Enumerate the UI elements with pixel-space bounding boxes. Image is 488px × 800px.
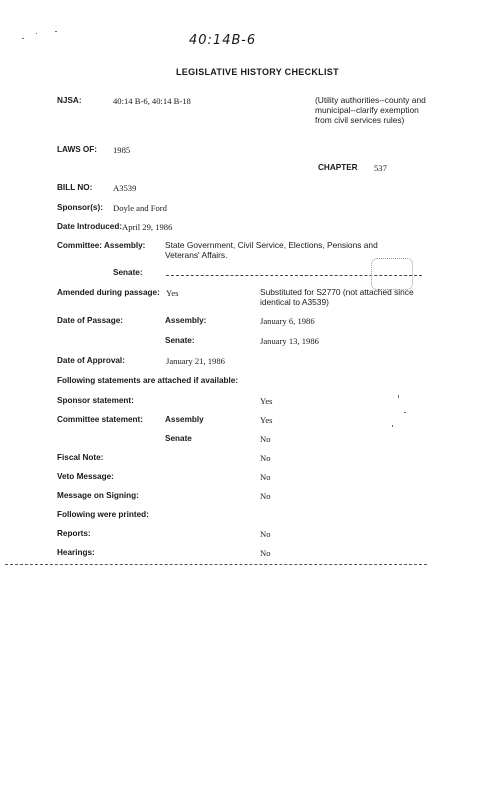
date-of-approval-value: January 21, 1986	[166, 356, 225, 366]
veto-message-value: No	[260, 472, 271, 482]
passage-senate-value: January 13, 1986	[260, 336, 319, 346]
njsa-note: (Utility authorities--county and municipal--clarify exemption from civil services rules)	[315, 95, 426, 125]
veto-message-label: Veto Message:	[57, 472, 114, 481]
njsa-label: NJSA:	[57, 96, 82, 105]
fiscal-note-label: Fiscal Note:	[57, 453, 104, 462]
scan-speck	[404, 412, 406, 413]
reports-label: Reports:	[57, 529, 91, 538]
message-on-signing-label: Message on Signing:	[57, 491, 139, 500]
sponsors-value: Doyle and Ford	[113, 203, 167, 213]
scan-speck	[392, 425, 393, 427]
scan-speck	[55, 31, 57, 32]
amended-label: Amended during passage:	[57, 288, 160, 297]
sponsor-statement-label: Sponsor statement:	[57, 396, 134, 405]
reports-value: No	[260, 529, 271, 539]
passage-assembly-value: January 6, 1986	[260, 316, 315, 326]
passage-senate-label: Senate:	[165, 336, 195, 345]
amended-value: Yes	[166, 288, 179, 298]
date-of-passage-label: Date of Passage:	[57, 316, 123, 325]
laws-of-label: LAWS OF:	[57, 145, 98, 154]
date-introduced-label: Date Introduced:	[57, 222, 123, 231]
chapter-value: 537	[374, 163, 387, 173]
committee-statement-assembly-label: Assembly	[165, 415, 204, 424]
bill-no-value: A3539	[113, 183, 137, 193]
message-on-signing-value: No	[260, 491, 271, 501]
statements-attached-heading: Following statements are attached if available:	[57, 376, 239, 385]
sponsor-statement-value: Yes	[260, 396, 273, 406]
page-title: LEGISLATIVE HISTORY CHECKLIST	[176, 67, 339, 77]
committee-senate-label: Senate:	[113, 268, 143, 277]
printed-heading: Following were printed:	[57, 510, 149, 519]
committee-statement-label: Committee statement:	[57, 415, 143, 424]
laws-of-value: 1985	[113, 145, 131, 155]
committee-statement-assembly-value: Yes	[260, 415, 273, 425]
handwritten-statute-number: 40:14B-6	[189, 33, 257, 48]
njsa-value: 40:14 B-6, 40:14 B-18	[113, 96, 191, 106]
committee-statement-senate-label: Senate	[165, 434, 192, 443]
bottom-dashed-rule	[5, 564, 427, 565]
passage-assembly-label: Assembly:	[165, 316, 207, 325]
scan-speck	[398, 395, 399, 398]
committee-assembly-label: Assembly:	[104, 241, 146, 250]
committee-statement-senate-value: No	[260, 434, 271, 444]
fiscal-note-value: No	[260, 453, 271, 463]
faint-bleedthrough-mark	[371, 258, 413, 290]
date-of-approval-label: Date of Approval:	[57, 356, 125, 365]
date-introduced-value: April 29, 1986	[122, 222, 173, 232]
hearings-label: Hearings:	[57, 548, 95, 557]
committee-label: Committee:	[57, 241, 103, 250]
scan-speck	[22, 38, 24, 39]
sponsors-label: Sponsor(s):	[57, 203, 103, 212]
bill-no-label: BILL NO:	[57, 183, 93, 192]
committee-assembly-value: State Government, Civil Service, Elections, Pensions and Veterans' Affairs.	[165, 240, 378, 260]
hearings-value: No	[260, 548, 271, 558]
amended-note: Substituted for S2770 (not attached since identical to A3539)	[260, 287, 414, 307]
scan-speck	[36, 33, 37, 34]
chapter-label: CHAPTER	[318, 163, 358, 172]
